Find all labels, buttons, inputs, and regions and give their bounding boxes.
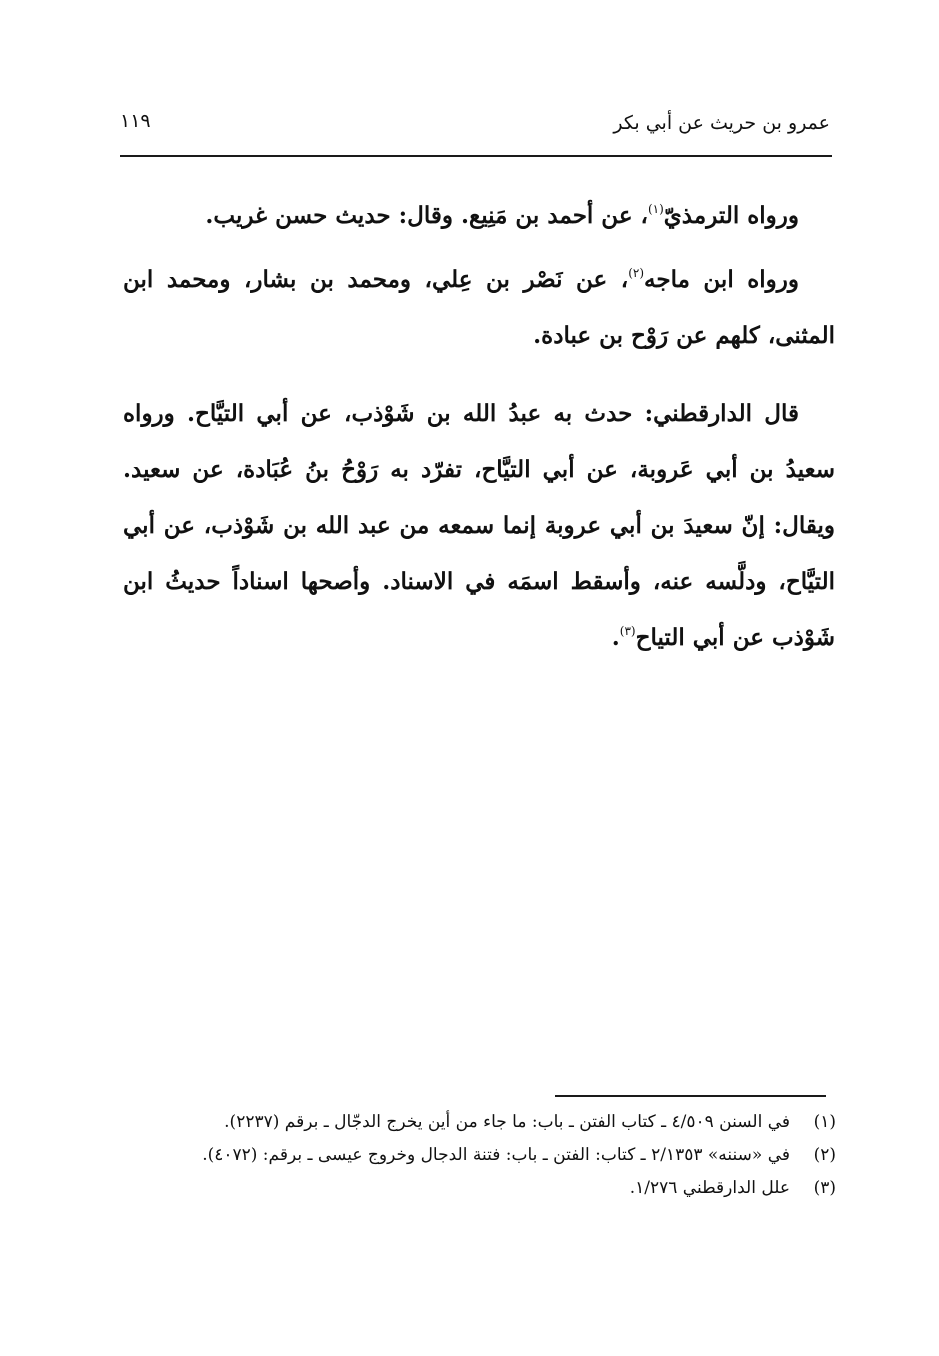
footnote-number: (١): [813, 1112, 836, 1132]
footnote-item: [110, 1173, 836, 1204]
footnote-reference: (٢): [628, 266, 645, 280]
paragraph-ibn-majah: [123, 252, 835, 364]
footnote-text: في السنن ٤/٥٠٩ ـ كتاب الفتن ـ باب: ما جاء من أين يخرج الدجّال ـ برقم (٢٢٣٧).: [224, 1112, 790, 1132]
footnote-reference: (١): [647, 202, 664, 216]
paragraph-text: ورواه الترمذيّ: [663, 202, 799, 229]
footnote-text: علل الدارقطني ١/٢٧٦.: [629, 1178, 790, 1198]
footnote-item: [110, 1107, 836, 1138]
paragraph-daraqutni: [123, 386, 835, 666]
footnote-number: (٢): [813, 1145, 836, 1165]
paragraph-text: ، عن أحمد بن مَنِيع. وقال: حديث حسن غريب.: [205, 202, 648, 229]
footnote-text: في «سننه» ٢/١٣٥٣ ـ كتاب: الفتن ـ باب: فتنة الدجال وخروج عيسى ـ برقم: (٤٠٧٢).: [202, 1145, 790, 1165]
paragraph-text: ، عن نَصْر بن عِلي، ومحمد بن بشار، ومحمد ابن المثنى، كلهم عن رَوْح بن عبادة.: [123, 266, 835, 349]
page-number: ١١٩: [120, 110, 151, 132]
paragraph-tirmidhi: [123, 188, 835, 244]
paragraph-text: .: [611, 624, 620, 651]
header-divider: [120, 155, 832, 157]
footnote-divider: [555, 1095, 826, 1097]
paragraph-text: ورواه ابن ماجه: [644, 266, 799, 293]
footnote-number: (٣): [813, 1178, 836, 1198]
paragraph-text: قال الدارقطني: حدث به عبدُ الله بن شَوْذب، عن أبي التيَّاح. ورواه سعيدُ بن أبي عَروبة، عن أبي التيَّاح، تفرّد به رَوْحُ بنُ عُبَادة، عن سعيد. ويقال: إنّ سعيدَ بن أبي عروبة إنما سمعه من عبد الله بن شَوْذب، عن أبي التيَّاح، ودلَّسه عنه، وأسقط اسمَه في الاسناد. وأصحها اسناداً حديثُ ابن شَوْذب عن أبي التياح: [123, 400, 835, 651]
running-header: [120, 104, 830, 144]
footnote-item: [110, 1140, 836, 1171]
footnote-reference: (٣): [619, 624, 636, 638]
running-title: عمرو بن حريث عن أبي بكر: [613, 112, 830, 134]
footnotes: [110, 1107, 836, 1206]
main-text: [123, 188, 835, 676]
